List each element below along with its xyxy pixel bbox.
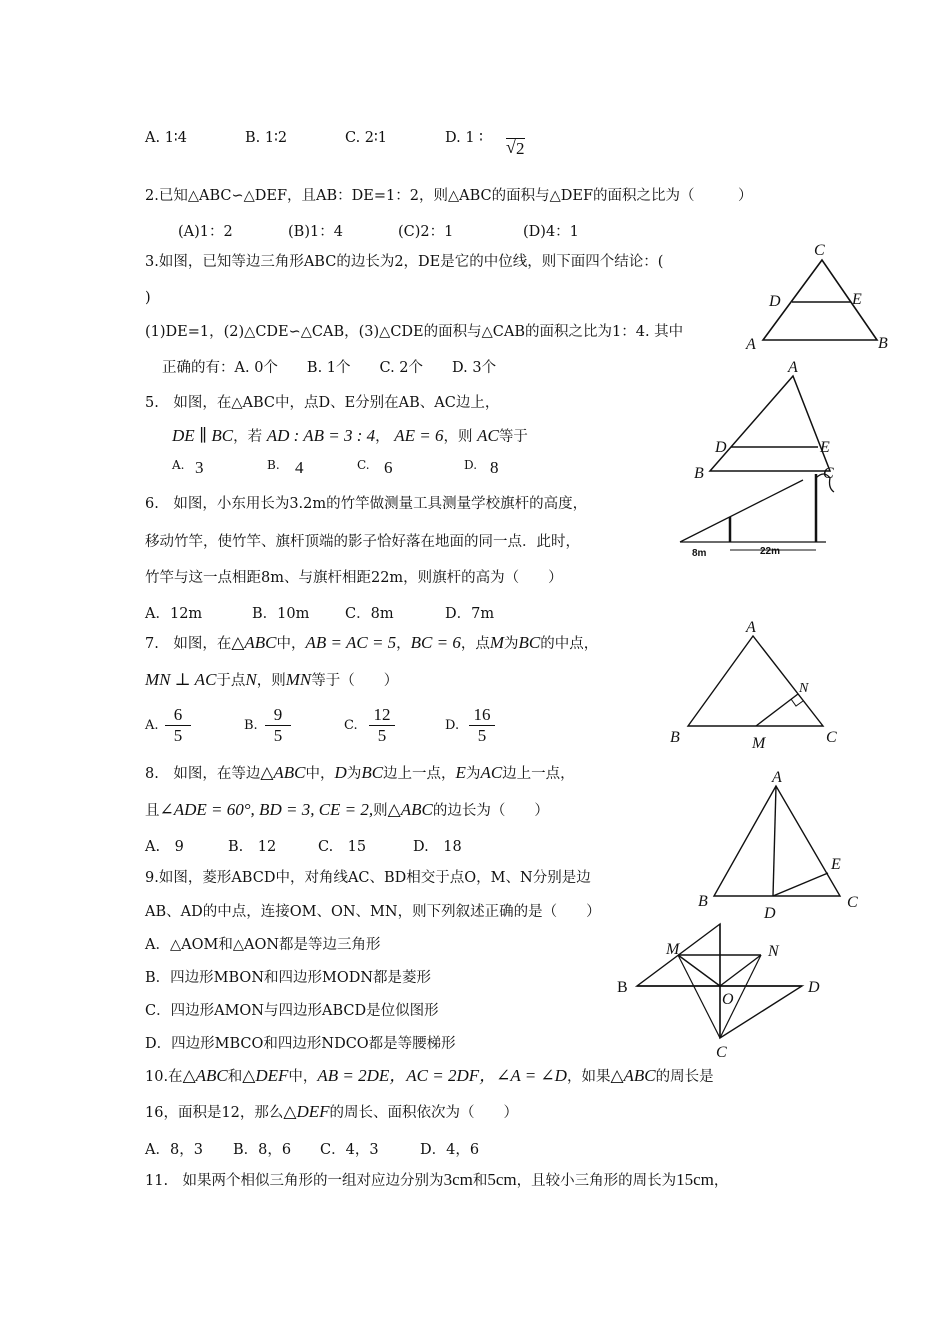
- q6-option-a: A．12m: [145, 606, 203, 622]
- q7-math-bc: BC = 6: [410, 633, 461, 652]
- q10-math-def: △DEF: [242, 1066, 289, 1085]
- frac-den: 5: [477, 726, 487, 745]
- q8-t2: 为: [346, 766, 362, 782]
- q1-sqrt: [506, 138, 525, 159]
- segment-mn: [756, 694, 798, 726]
- q7-option-d-fraction: [469, 705, 495, 746]
- q3-stem-line3: (1)DE=1，(2)△CDE∽△CAB，(3)△CDE的面积与△CAB的面积之比为1：4. 其中: [145, 324, 684, 340]
- q5-math-ratio: AD : AB = 3 : 4: [266, 426, 376, 445]
- q7-t2: ，: [396, 636, 411, 652]
- q10-t4: 的周长是: [655, 1069, 714, 1085]
- q5-option-d-value: 8: [490, 458, 499, 477]
- label-b: B: [617, 979, 628, 996]
- q9-stem-line1: 9.如图，菱形ABCD中，对角线AC、BD相交于点O，M、N分别是边: [145, 870, 591, 886]
- q8-math-abc: △ABC: [260, 763, 306, 782]
- segment-on: [720, 955, 761, 986]
- q9-rhombus-figure: [612, 916, 832, 1066]
- q10-math-conditions: AB = 2DE，AC = 2DF，∠A = ∠D: [317, 1066, 567, 1085]
- q8-option-d: D. 18: [413, 839, 462, 855]
- frac-num: 6: [165, 705, 191, 726]
- q7-math-mn: MN: [285, 670, 312, 689]
- q1-option-c: C. 2∶1: [345, 130, 388, 146]
- q8-triangle-figure: [690, 766, 870, 921]
- q11-value-3cm: 3cm: [443, 1170, 473, 1189]
- q2-option-b: (B)1：4: [288, 224, 343, 240]
- triangle-abc: [710, 376, 830, 471]
- q5-math-bc: ∥ BC: [199, 426, 234, 445]
- q11-t3: ，: [713, 1173, 729, 1189]
- q6-flagpole-figure: [678, 470, 838, 560]
- q6-option-c: C．8m: [345, 606, 394, 622]
- q5-option-a-letter: A.: [172, 458, 185, 472]
- q11-value-15cm: 15cm: [676, 1170, 714, 1189]
- q10-t1: 和: [227, 1069, 243, 1085]
- q7-t4: 为: [504, 636, 519, 652]
- q8-t7: 则: [373, 803, 388, 819]
- q6-option-d: D．7m: [445, 606, 495, 622]
- q9-option-b: B．四边形MBON和四边形MODN都是菱形: [145, 970, 432, 986]
- q7-option-a-fraction: [165, 705, 191, 746]
- q7-triangle-figure: [668, 618, 848, 753]
- label-d: D: [808, 979, 820, 996]
- q5-math-de: DE: [172, 426, 195, 445]
- q11-stem-line1: [145, 1170, 728, 1191]
- q8-stem-line2: [145, 800, 549, 821]
- label-b: B: [878, 335, 888, 352]
- q5-triangle-figure: [690, 356, 840, 481]
- q10-math-def2: △DEF: [283, 1102, 330, 1121]
- q7-option-b-letter: B.: [244, 718, 258, 733]
- q5-text-equals: 等于: [498, 429, 528, 445]
- segment-om: [678, 955, 720, 986]
- q10-prefix: 10.在: [145, 1069, 183, 1085]
- q7-t8: 等于（ ）: [311, 673, 399, 689]
- q7-option-c-fraction: [369, 705, 395, 746]
- q10-math-abc2: △ABC: [610, 1066, 656, 1085]
- label-b: B: [670, 729, 680, 746]
- q6-stem-line1: 6. 如图，小东用长为3.2m的竹竿做测量工具测量学校旗杆的高度，: [145, 496, 588, 512]
- q7-stem-line2: [145, 670, 398, 691]
- segment-ad: [773, 786, 776, 896]
- q2-option-d: (D)4：1: [523, 224, 579, 240]
- label-d: D: [764, 905, 776, 922]
- q10-option-b: B．8，6: [233, 1142, 292, 1158]
- q8-option-c: C. 15: [318, 839, 367, 855]
- q7-t3: ，点: [460, 636, 490, 652]
- label-m: M: [752, 735, 766, 752]
- label-c: C: [826, 729, 837, 746]
- q7-math-perp: MN ⊥ AC: [145, 670, 217, 689]
- q5-option-b-letter: B.: [267, 458, 280, 472]
- q5-text-if: ，若: [233, 429, 263, 445]
- label-a: A: [788, 359, 798, 376]
- q8-t6: 且: [145, 803, 160, 819]
- frac-den: 5: [377, 726, 387, 745]
- q2-stem: 2.已知△ABC∽△DEF，且AB：DE=1：2，则△ABC的面积与△DEF的面积之比为（ ）: [145, 188, 753, 204]
- frac-den: 5: [173, 726, 183, 745]
- q11-t1: 和: [472, 1173, 488, 1189]
- label-c: C: [716, 1044, 727, 1061]
- q7-t5: 的中点，: [540, 636, 599, 652]
- label-c: C: [823, 465, 834, 482]
- q11-prefix: 11. 如果两个相似三角形的一组对应边分别为: [145, 1173, 444, 1189]
- q7-t1: 中，: [276, 636, 306, 652]
- q10-option-c: C．4，3: [320, 1142, 379, 1158]
- q8-t8: 的边长为（ ）: [432, 803, 549, 819]
- q6-option-b: B．10m: [252, 606, 310, 622]
- q8-math-conditions: ∠ADE = 60°, BD = 3, CE = 2,: [159, 800, 374, 819]
- q9-option-a: A．△AOM和△AON都是等边三角形: [145, 937, 381, 953]
- q8-stem-line1: [145, 763, 575, 784]
- q10-line2b: 的周长、面积依次为（ ）: [329, 1105, 519, 1121]
- label-c: C: [847, 894, 858, 911]
- label-n: N: [768, 943, 779, 960]
- label-c: C: [814, 242, 825, 259]
- q5-text-comma: ，: [375, 429, 390, 445]
- label-e: E: [852, 291, 862, 308]
- frac-num: 16: [469, 705, 495, 726]
- q10-option-a: A．8，3: [145, 1142, 203, 1158]
- q8-t3: 边上一点，: [383, 766, 456, 782]
- q3-stem-line1: 3.如图，已知等边三角形ABC的边长为2，DE是它的中位线，则下面四个结论：(: [145, 254, 664, 270]
- q5-option-a-value: 3: [195, 458, 204, 477]
- q7-option-b-fraction: [265, 705, 291, 746]
- q9-option-c: C．四边形AMON与四边形ABCD是位似图形: [145, 1003, 439, 1019]
- q1-option-a: A. 1∶4: [145, 130, 187, 146]
- q5-math-ac: AC: [477, 426, 499, 445]
- q8-prefix: 8. 如图，在等边: [145, 766, 261, 782]
- label-a: A: [746, 336, 756, 353]
- q5-stem-line2: [172, 426, 528, 447]
- flag-icon: [816, 474, 834, 492]
- q9-option-d: D．四边形MBCO和四边形NDCO都是等腰梯形: [145, 1036, 456, 1052]
- label-d: D: [715, 439, 727, 456]
- q3-triangle-figure: [745, 238, 905, 353]
- q7-option-d-letter: D.: [445, 718, 460, 733]
- q10-option-d: D．4，6: [420, 1142, 480, 1158]
- q8-math-ac: AC: [480, 763, 503, 782]
- q1-sqrt-value: 2: [516, 139, 525, 158]
- q2-option-c: (C)2：1: [398, 224, 454, 240]
- q5-stem-line1: 5. 如图，在△ABC中，点D、E分别在AB、AC边上，: [145, 395, 500, 411]
- q7-prefix: 7. 如图，在: [145, 636, 232, 652]
- segment-de: [773, 873, 828, 896]
- label-a: A: [772, 769, 782, 786]
- label-m: M: [666, 941, 680, 958]
- q10-t2: 中，: [288, 1069, 318, 1085]
- q8-option-a: A. 9: [145, 839, 184, 855]
- q3-stem-line4: 正确的有：A. 0个 B. 1个 C. 2个 D. 3个: [162, 360, 497, 376]
- q10-stem-line1: [145, 1066, 714, 1087]
- q10-stem-line2: [145, 1102, 518, 1123]
- q7-option-a-letter: A.: [145, 718, 159, 733]
- shadow-line: [680, 480, 803, 542]
- q1-option-d: D. 1 ∶: [445, 130, 483, 146]
- q7-math-m: M: [489, 633, 505, 652]
- q9-stem-line2: AB、AD的中点，连接OM、ON、MN，则下列叙述正确的是（ ）: [145, 904, 601, 920]
- frac-num: 12: [369, 705, 395, 726]
- q1-option-b: B. 1∶2: [245, 130, 288, 146]
- label-n: N: [799, 681, 809, 696]
- q8-math-bc: BC: [361, 763, 384, 782]
- label-d: D: [769, 293, 781, 310]
- q6-stem-line3: 竹竿与这一点相距8m、与旗杆相距22m，则旗杆的高为（ ）: [145, 570, 563, 586]
- q10-t3: ，如果: [566, 1069, 611, 1085]
- q8-t5: 边上一点，: [502, 766, 575, 782]
- q5-text-then: ，则: [443, 429, 473, 445]
- segment-mc: [678, 955, 720, 1038]
- q7-stem-line1: [145, 633, 598, 654]
- q3-stem-line2: ): [145, 290, 151, 306]
- q7-math-abc: △ABC: [231, 633, 277, 652]
- label-e: E: [820, 439, 830, 456]
- q7-option-c-letter: C.: [344, 718, 358, 733]
- q7-math-bc2: BC: [518, 633, 541, 652]
- q10-math-abc: △ABC: [182, 1066, 228, 1085]
- label-o: O: [722, 991, 734, 1008]
- q8-option-b: B. 12: [228, 839, 277, 855]
- q8-t4: 为: [465, 766, 481, 782]
- q8-math-d: D: [334, 763, 347, 782]
- right-angle-mark: [791, 699, 803, 706]
- q7-t6: 于点: [216, 673, 246, 689]
- q5-math-ae: AE = 6: [394, 426, 444, 445]
- q10-line2a: 16，面积是12，那么: [145, 1105, 284, 1121]
- q7-t7: ，则: [256, 673, 286, 689]
- q8-t1: 中，: [305, 766, 335, 782]
- q5-option-b-value: 4: [295, 458, 304, 477]
- triangle-abc: [714, 786, 840, 896]
- q5-option-c-value: 6: [384, 458, 393, 477]
- frac-num: 9: [265, 705, 291, 726]
- label-a: A: [746, 619, 756, 636]
- q7-math-ab-ac: AB = AC = 5: [305, 633, 397, 652]
- q11-t2: ，且较小三角形的周长为: [516, 1173, 677, 1189]
- q2-option-a: (A)1：2: [178, 224, 233, 240]
- q8-math-abc2: △ABC: [387, 800, 433, 819]
- label-b: B: [698, 893, 708, 910]
- q5-option-d-letter: D.: [464, 458, 478, 472]
- q11-value-5cm: 5cm: [487, 1170, 517, 1189]
- q7-math-n: N: [245, 670, 257, 689]
- q6-stem-line2: 移动竹竿，使竹竿、旗杆顶端的影子恰好落在地面的同一点．此时，: [145, 534, 580, 550]
- label-8m: 8m: [692, 548, 707, 559]
- q5-option-c-letter: C.: [357, 458, 370, 472]
- sqrt-sign: √: [506, 137, 516, 157]
- label-b: B: [694, 465, 704, 482]
- q8-math-e: E: [455, 763, 466, 782]
- label-e: E: [831, 856, 841, 873]
- label-22m: 22m: [760, 546, 781, 557]
- frac-den: 5: [273, 726, 283, 745]
